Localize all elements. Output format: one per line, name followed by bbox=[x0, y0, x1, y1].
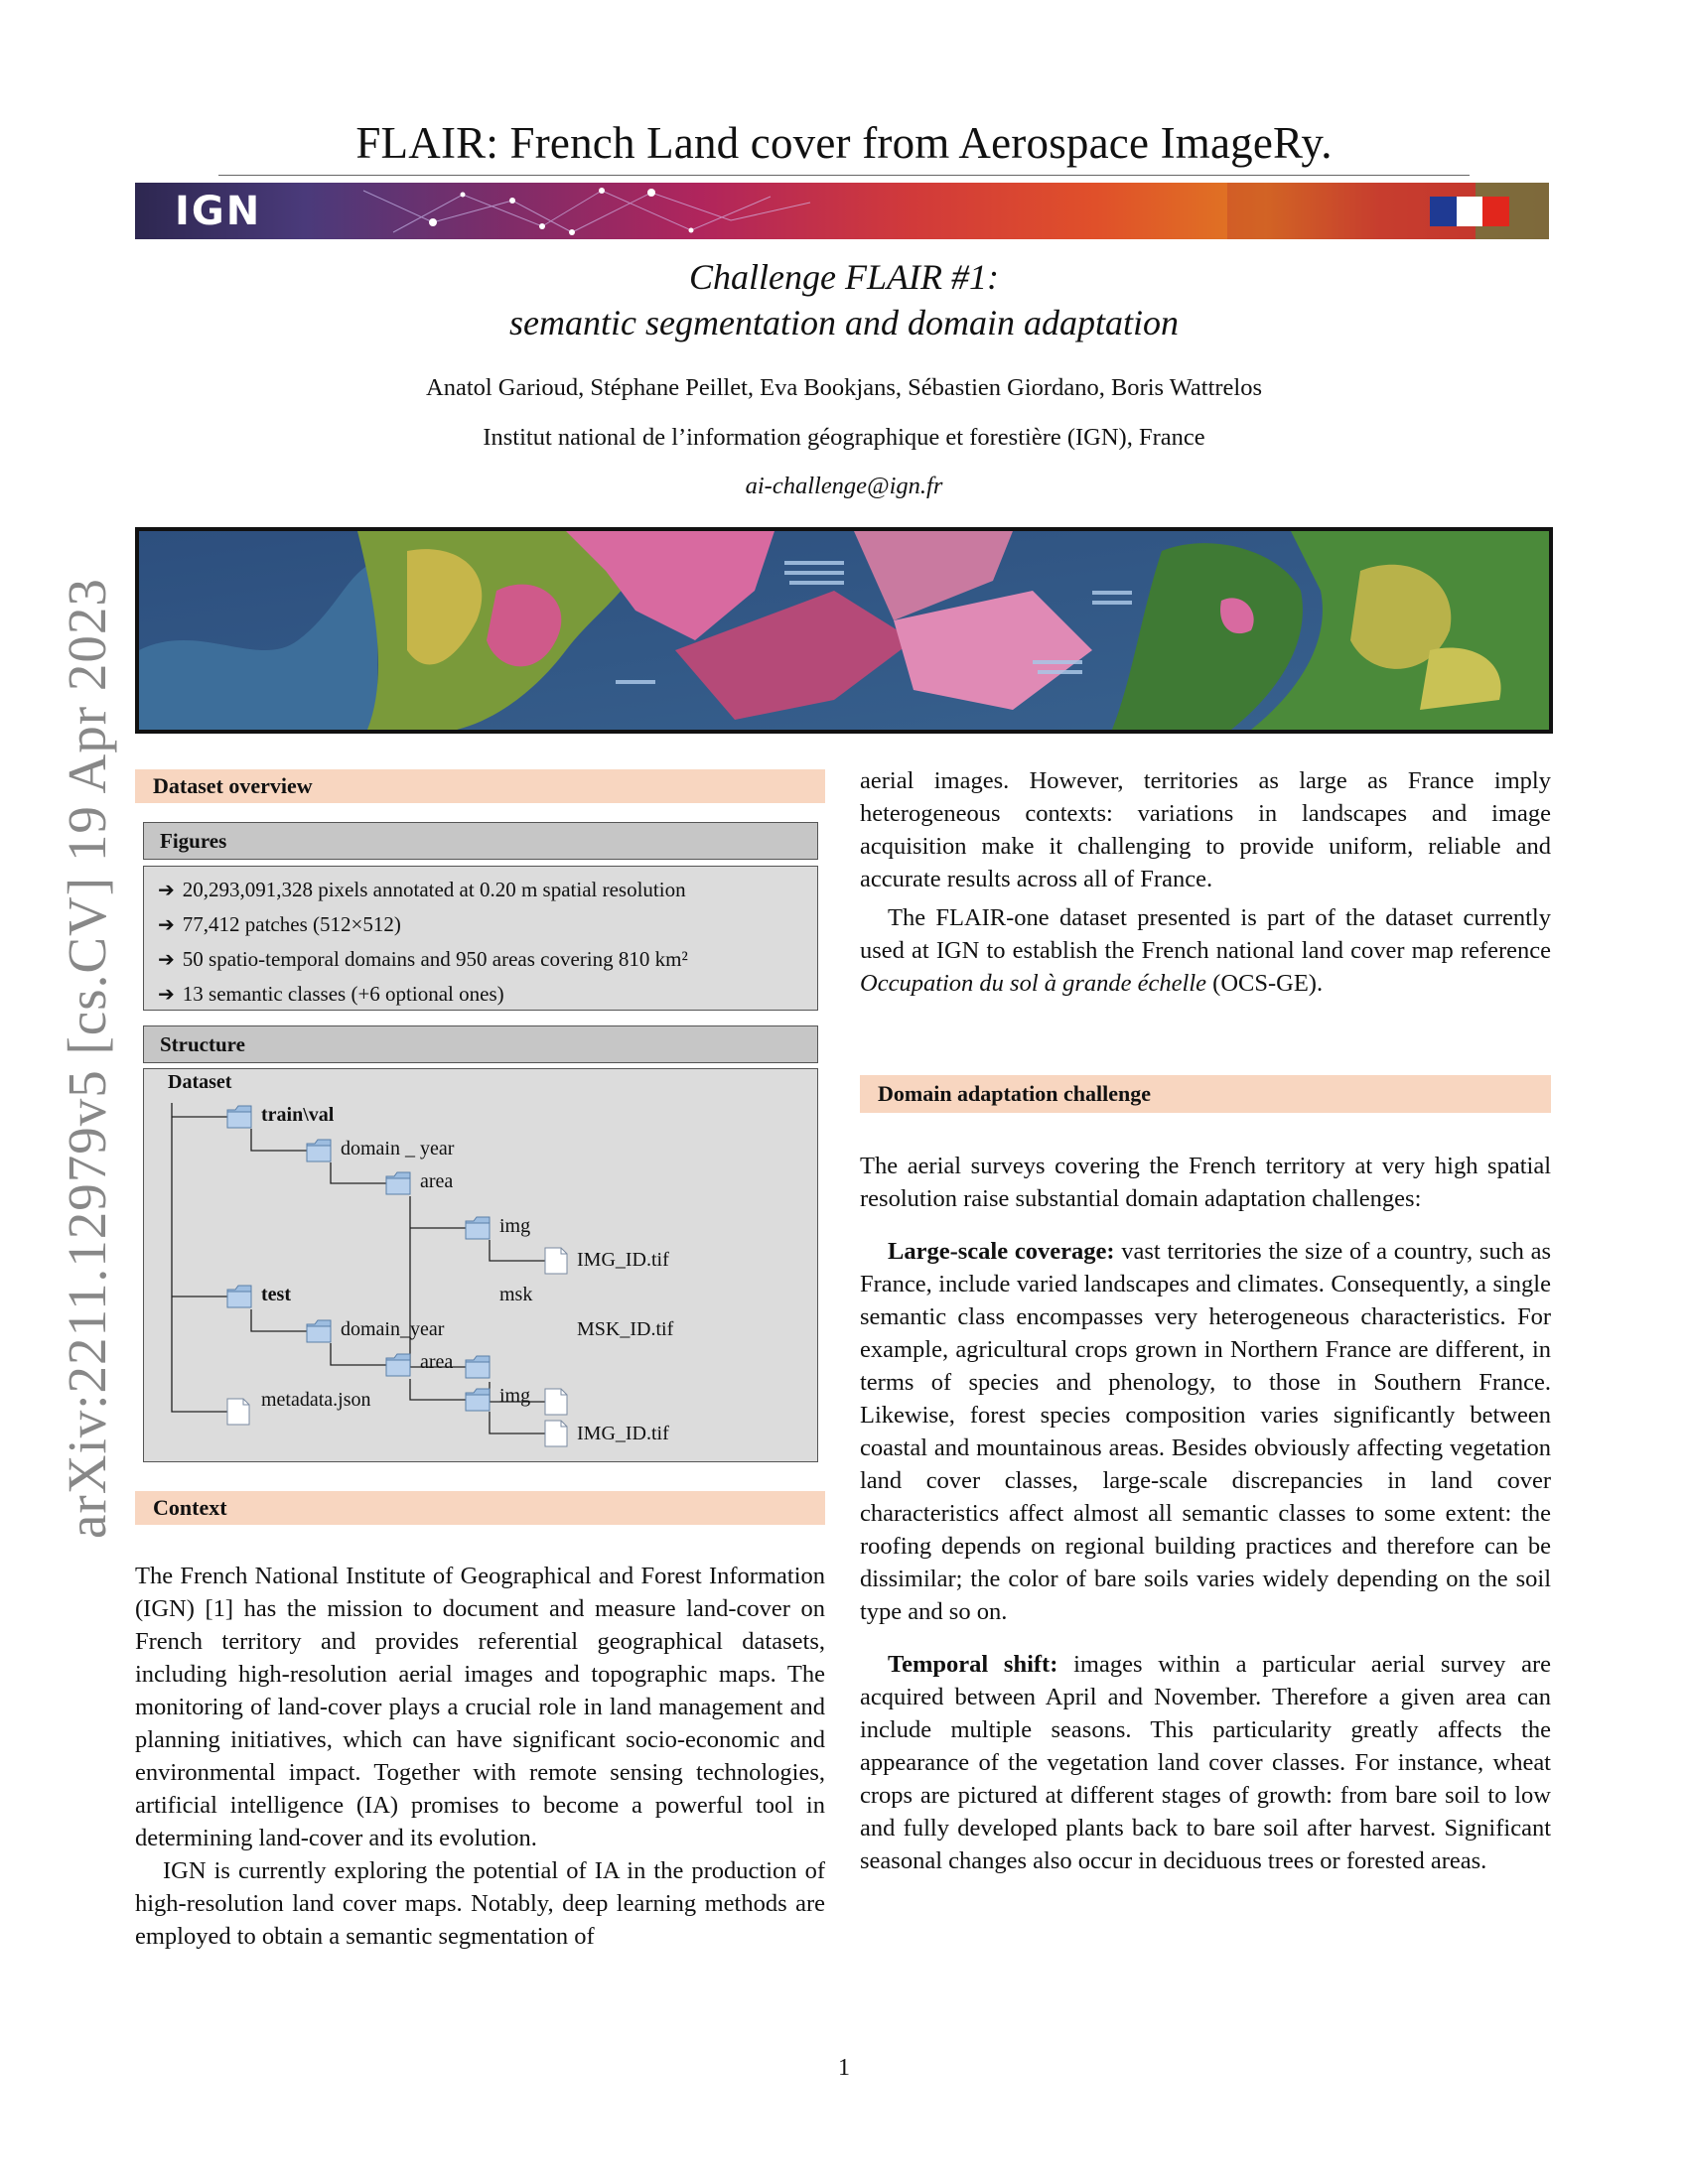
arrow-right-icon: ➔ bbox=[158, 912, 175, 936]
list-item: ➔ 13 semantic classes (+6 optional ones) bbox=[158, 982, 504, 1006]
large-scale-paragraph: Large-scale coverage: vast territories the size of a country, such as France, include varied landscapes and climates. Consequently, a single semantic class encompasses very heterogeneous characteristics. For example, agricultural crops grown in Northern France are different, in terms of species and phenology, to those in Southern France. Likewise, forest species composition varies significantly between coastal and mountainous areas. Besides obviously affecting vegetation land cover classes, large-scale discrepancies in land cover characteristics affect almost all semantic classes to some extent: the roofing depends on regional building practices and therefore can be dissimilar; the color of bare soils varies widely depending on the soil type and so on. bbox=[860, 1238, 1551, 1625]
tree-node-domain-year-test: domain_year bbox=[341, 1318, 445, 1340]
temporal-shift-paragraph: Temporal shift: images within a particular aerial survey are acquired between April and November. Therefore a given area can include multiple seasons. This particularity greatly affects the appearance of the vegetation land cover classes. For instance, wheat crops are pictured at different stages of growth: from bare soil to low and fully developed plants back to bare soil after harvest. Significant seasonal changes also occur in deciduous trees or forested areas. bbox=[860, 1651, 1551, 1874]
context-heading: Context bbox=[135, 1491, 825, 1525]
folder-icon bbox=[307, 1320, 331, 1342]
arrow-right-icon: ➔ bbox=[158, 982, 175, 1006]
aerial-segmentation-image bbox=[135, 527, 1553, 734]
ign-logo: IGN bbox=[175, 189, 262, 234]
tree-node-area: area bbox=[420, 1170, 454, 1192]
context-paragraph-1: The French National Institute of Geographical and Forest Information (IGN) [1] has the mission to document and measure land-cover on French territory and provides referential geographical datasets, including high-resolution aerial images and topographic maps. The monitoring of land-cover plays a crucial role in land management and planning initiatives, which can have significant socio-economic and environmental impact. Together with remote sensing technologies, artificial intelligence (IA) promises to become a powerful tool in determining land-cover and its evolution. bbox=[135, 1563, 825, 1851]
tree-node-img-test: img bbox=[499, 1385, 531, 1407]
challenge-title: Challenge FLAIR #1: bbox=[689, 257, 999, 297]
figures-box bbox=[143, 866, 818, 1011]
temporal-shift-label: Temporal shift: bbox=[888, 1651, 1058, 1678]
file-icon bbox=[227, 1399, 249, 1425]
challenge-subtitle: semantic segmentation and domain adaptation bbox=[509, 303, 1179, 342]
structure-tree-box bbox=[143, 1068, 818, 1462]
large-scale-label: Large-scale coverage: bbox=[888, 1238, 1115, 1265]
france-flag-icon bbox=[1430, 197, 1509, 226]
paper-title: FLAIR: French Land cover from Aerospace ImageRy. bbox=[355, 118, 1333, 168]
folder-icon bbox=[466, 1356, 490, 1378]
dataset-overview-heading: Dataset overview bbox=[135, 769, 825, 803]
file-icon bbox=[545, 1421, 567, 1446]
file-icon bbox=[545, 1248, 567, 1274]
contact-email: ai-challenge@ign.fr bbox=[745, 473, 943, 499]
context-body bbox=[135, 1560, 825, 1953]
arxiv-id: arXiv:2211.12979v5 [cs.CV] 19 Apr 2023 bbox=[57, 578, 117, 1539]
domain-adaptation-heading: Domain adaptation challenge bbox=[860, 1075, 1551, 1113]
list-item: ➔ 77,412 patches (512×512) bbox=[158, 912, 401, 936]
arrow-right-icon: ➔ bbox=[158, 878, 175, 901]
folder-icon bbox=[466, 1217, 490, 1239]
structure-heading: Structure bbox=[143, 1025, 818, 1063]
tree-node-img-file: IMG_ID.tif bbox=[577, 1249, 669, 1271]
context-paragraph-2: IGN is currently exploring the potential of IA in the production of high-resolution land cover maps. Notably, deep learning methods are employed to obtain a semantic segmentation of bbox=[135, 1857, 825, 1950]
title-rule bbox=[218, 175, 1470, 176]
domain-adaptation-body bbox=[860, 1150, 1551, 1877]
list-item: ➔ 20,293,091,328 pixels annotated at 0.20 m spatial resolution bbox=[158, 878, 686, 901]
affiliation: Institut national de l’information géographique et forestière (IGN), France bbox=[483, 424, 1205, 451]
tree-node-img-file-test: IMG_ID.tif bbox=[577, 1423, 669, 1444]
banner-network-graphic bbox=[135, 183, 1549, 239]
tree-node-area-test: area bbox=[420, 1351, 454, 1373]
arrow-right-icon: ➔ bbox=[158, 947, 175, 971]
tree-node-domain-year: domain _ year bbox=[341, 1138, 455, 1160]
figures-list bbox=[158, 873, 803, 1012]
right-column-intro bbox=[860, 764, 1551, 1000]
tree-node-msk-file: MSK_ID.tif bbox=[577, 1318, 674, 1340]
flair-one-paragraph: The FLAIR-one dataset presented is part of the dataset currently used at IGN to establish the French national land cover map reference Occupation du sol à grande échelle (OCS-GE). bbox=[860, 904, 1551, 997]
folder-icon bbox=[227, 1286, 251, 1307]
file-icon bbox=[545, 1389, 567, 1415]
tree-node-train-val: train\val bbox=[261, 1104, 335, 1126]
list-item: ➔ 50 spatio-temporal domains and 950 areas covering 810 km² bbox=[158, 947, 688, 971]
page-number: 1 bbox=[838, 2055, 850, 2081]
tree-node-img: img bbox=[499, 1215, 531, 1237]
folder-icon bbox=[386, 1354, 410, 1376]
tree-node-metadata: metadata.json bbox=[261, 1389, 371, 1411]
tree-root: Dataset bbox=[168, 1071, 232, 1093]
folder-icon bbox=[466, 1389, 490, 1411]
figures-heading: Figures bbox=[143, 822, 818, 860]
tree-node-test: test bbox=[261, 1284, 291, 1305]
author-list: Anatol Garioud, Stéphane Peillet, Eva Bookjans, Sébastien Giordano, Boris Wattrelos bbox=[426, 374, 1262, 401]
folder-icon bbox=[386, 1172, 410, 1194]
continuation-paragraph: aerial images. However, territories as large as France imply heterogeneous contexts: variations in landscapes and image acquisition make it challenging to provide uniform, reliable and accurate results across all of France. bbox=[860, 767, 1551, 892]
tree-connectors bbox=[144, 1069, 819, 1463]
folder-icon bbox=[227, 1106, 251, 1128]
ocs-ge-name: Occupation du sol à grande échelle bbox=[860, 970, 1207, 997]
tree-node-msk: msk bbox=[499, 1284, 533, 1305]
folder-icon bbox=[307, 1140, 331, 1161]
ign-banner bbox=[135, 183, 1549, 239]
domain-intro-paragraph: The aerial surveys covering the French territory at very high spatial resolution raise substantial domain adaptation challenges: bbox=[860, 1153, 1551, 1212]
